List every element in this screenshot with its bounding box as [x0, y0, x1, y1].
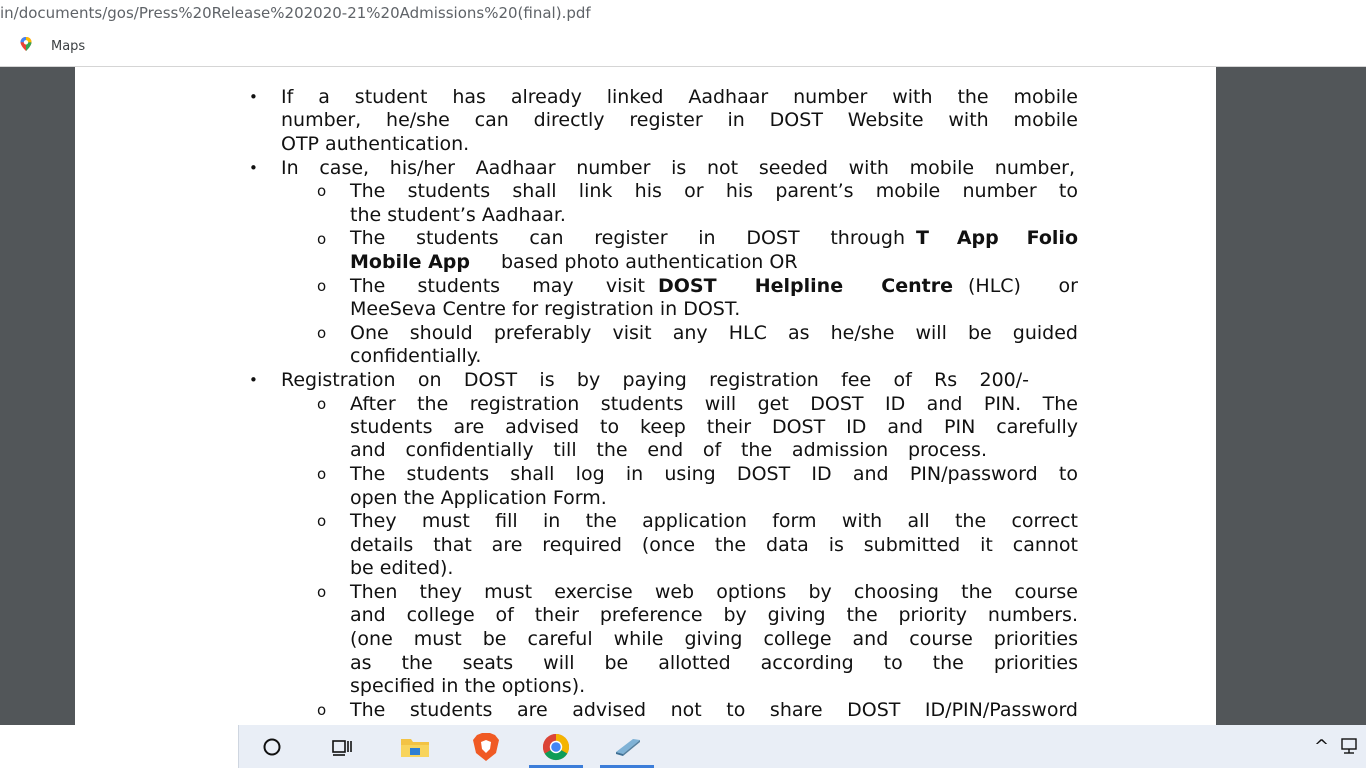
doc-text-line: In case, his/her Aadhaar number is not seeded with mobile number, [281, 157, 1075, 179]
bullet-marker: • [249, 159, 258, 177]
chrome-browser-icon[interactable] [527, 725, 585, 768]
doc-text-line: as the seats will be allotted according to the priorities [350, 652, 1078, 674]
sub-bullet-marker: o [317, 324, 327, 342]
address-bar[interactable] [0, 0, 1366, 26]
cortana-circle-icon[interactable] [243, 725, 301, 768]
doc-text-line: Then they must exercise web options by choosing the course [350, 581, 1078, 603]
task-view-icon[interactable] [313, 725, 371, 768]
doc-text-line: students are advised to keep their DOST ID and PIN carefully [350, 416, 1078, 438]
bookmarks-bar [0, 26, 1366, 67]
tablet-app-icon[interactable] [598, 725, 656, 768]
doc-text-line: open the Application Form. [350, 487, 607, 509]
sub-bullet-marker: o [317, 701, 327, 719]
windows-taskbar [0, 725, 1366, 768]
doc-bold-term: T App Folio [916, 227, 1078, 249]
doc-text-line: number, he/she can directly register in DOST Website with mobile [281, 109, 1078, 131]
doc-text-line: confidentially. [350, 345, 482, 367]
sub-bullet-marker: o [317, 182, 327, 200]
doc-text-line: OTP authentication. [281, 133, 470, 155]
doc-text-line: They must fill in the application form with all the correct [350, 510, 1078, 532]
sub-bullet-marker: o [317, 465, 327, 483]
doc-text-line: The students are advised not to share DOST ID/PIN/Password [350, 699, 1078, 721]
doc-text-line: (one must be careful while giving college and course priorities [350, 628, 1078, 650]
doc-text-line: (HLC) or [968, 275, 1078, 297]
doc-text-line: Registration on DOST is by paying registration fee of Rs 200/- [281, 369, 1029, 391]
doc-text-line: After the registration students will get DOST ID and PIN. The [350, 393, 1078, 415]
bookmark-maps[interactable] [18, 35, 85, 57]
doc-text-line: The students may visit [350, 275, 645, 297]
sub-bullet-marker: o [317, 230, 327, 248]
doc-text-line: One should preferably visit any HLC as he/she will be guided [350, 322, 1078, 344]
sub-bullet-marker: o [317, 583, 327, 601]
doc-text-line: based photo authentication OR [501, 251, 798, 273]
bullet-marker: • [249, 88, 258, 106]
maps-pin-icon [18, 36, 34, 56]
network-icon[interactable] [1340, 738, 1360, 760]
doc-text-line: and college of their preference by giving the priority numbers. [350, 604, 1078, 626]
doc-text-line: If a student has already linked Aadhaar number with the mobile [281, 86, 1078, 108]
pdf-page [75, 67, 1216, 725]
pdf-viewer[interactable] [0, 67, 1366, 725]
doc-text-line: the student’s Aadhaar. [350, 204, 566, 226]
doc-text-line: specified in the options). [350, 675, 586, 697]
system-tray [1306, 725, 1366, 768]
url-text: in/documents/gos/Press%20Release%202020-21%20Admissions%20(final).pdf [0, 4, 591, 22]
doc-bold-term: Mobile App [350, 251, 470, 273]
doc-text-line: details that are required (once the data is submitted it cannot [350, 534, 1078, 556]
doc-text-line: The students can register in DOST through [350, 227, 905, 249]
doc-text-line: The students shall log in using DOST ID and PIN/password to [350, 463, 1078, 485]
doc-text-line: The students shall link his or his parent’s mobile number to [350, 180, 1078, 202]
file-explorer-icon[interactable] [386, 725, 444, 768]
doc-text-line: be edited). [350, 557, 454, 579]
sub-bullet-marker: o [317, 277, 327, 295]
sub-bullet-marker: o [317, 512, 327, 530]
sub-bullet-marker: o [317, 395, 327, 413]
bookmark-label: Maps [51, 38, 86, 54]
taskbar-search-box[interactable] [0, 725, 239, 768]
doc-text-line: and confidentially till the end of the admission process. [350, 439, 987, 461]
tray-chevron-icon[interactable]: ^ [1314, 736, 1330, 757]
brave-browser-icon[interactable] [457, 725, 515, 768]
doc-text-line: MeeSeva Centre for registration in DOST. [350, 298, 741, 320]
doc-bold-term: DOST Helpline Centre [658, 275, 953, 297]
bullet-marker: • [249, 371, 258, 389]
